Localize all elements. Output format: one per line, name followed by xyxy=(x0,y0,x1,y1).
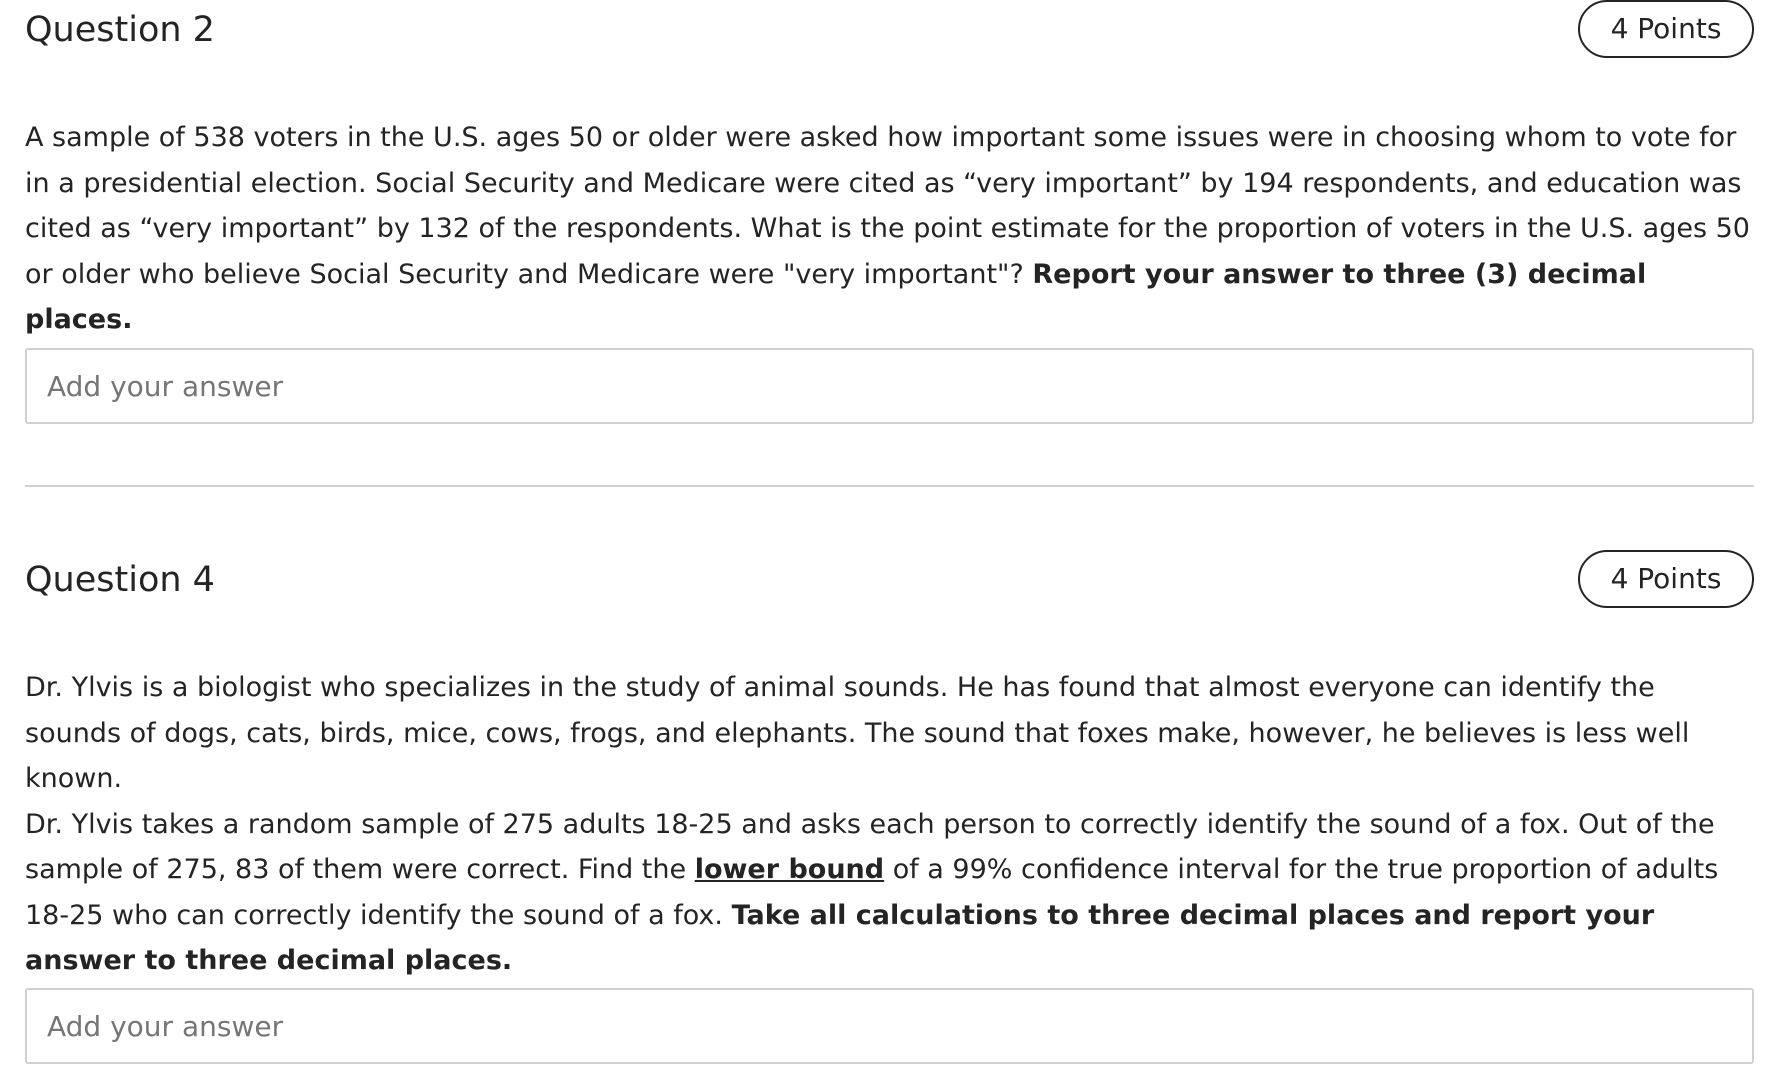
question-title: Question 4 xyxy=(25,560,215,600)
question-paragraph xyxy=(25,115,1754,343)
question-text xyxy=(25,665,1754,984)
question-paragraph-task xyxy=(25,802,1754,984)
question-card xyxy=(25,550,1754,976)
question-header xyxy=(25,550,1754,612)
question-instruction-bold: Take all calculations to three decimal places and report your answer to three decimal places. xyxy=(25,899,1655,976)
question-text xyxy=(25,115,1754,343)
question-card xyxy=(25,0,1754,335)
question-instruction-bold: Report your answer to three (3) decimal places. xyxy=(25,258,1647,335)
question-text-plain: of a 99% confidence interval for the true proportion of adults 18-25 who can correctly identify the sound of a fox. xyxy=(25,854,1719,931)
question-title: Question 2 xyxy=(25,10,215,50)
points-badge: 4 Points xyxy=(1578,550,1754,608)
answer-input[interactable] xyxy=(25,988,1754,1064)
question-text-plain: A sample of 538 voters in the U.S. ages 50 or older were asked how important some issues were in choosing whom to vote for in a presidential election. Social Security and Medicare were cited as “very important” by 194 respondents, and education was cited as “very important” by 132 of the respondents. What is the point estimate for the proportion of voters in the U.S. ages 50 or older who believe Social Security and Medicare were "very important"? xyxy=(25,122,1750,290)
question-paragraph-intro: Dr. Ylvis is a biologist who specializes in the study of animal sounds. He has found that almost everyone can identify the sounds of dogs, cats, birds, mice, cows, frogs, and elephants. The sound that foxes make, however, he believes is less well known. xyxy=(25,672,1690,794)
question-divider xyxy=(25,485,1754,487)
answer-input[interactable] xyxy=(25,348,1754,424)
question-text-plain: Dr. Ylvis takes a random sample of 275 adults 18-25 and asks each person to correctly identify the sound of a fox. Out of the sample of 275, 83 of them were correct. Find the xyxy=(25,808,1715,885)
question-header xyxy=(25,0,1754,62)
question-emphasis-underlined: lower bound xyxy=(694,854,885,885)
points-badge: 4 Points xyxy=(1578,0,1754,58)
